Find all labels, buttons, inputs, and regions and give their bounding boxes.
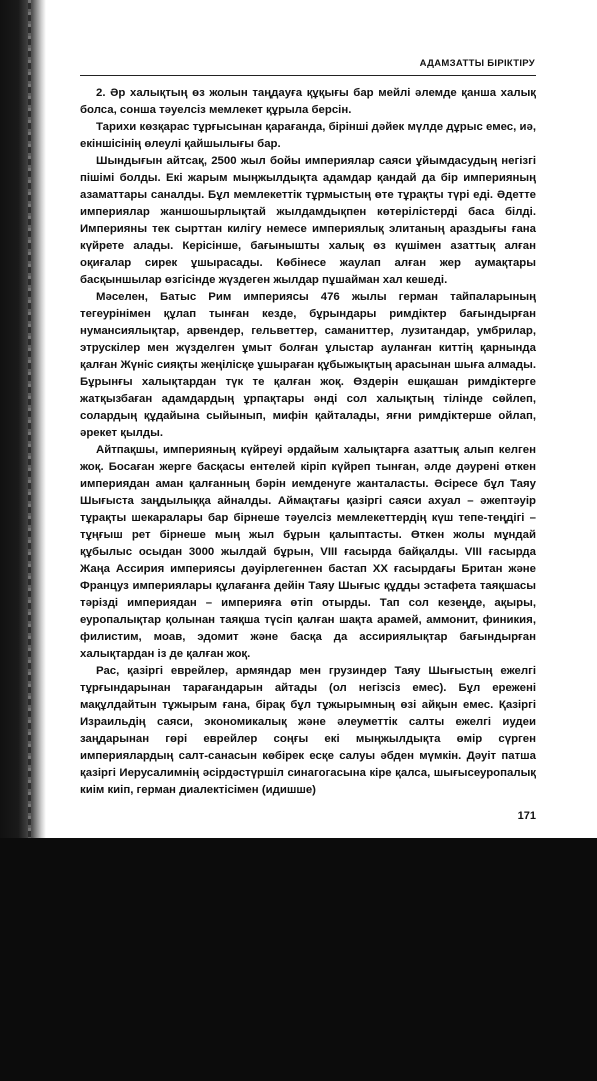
page-number: 171	[517, 810, 536, 822]
scan-background	[0, 838, 597, 1081]
header-rule	[80, 75, 536, 76]
paragraph: 2. Әр халықтың өз жолын таңдауға құқығы бар мейлі әлемде қанша халық болса, сонша тәуелсіз мемлекет құрыла берсін.	[80, 87, 536, 116]
paragraph: Рас, қазіргі еврейлер, армяндар мен грузиндер Таяу Шығыстың ежелгі тұрғындарынан тарағандарын айтады (ол негізсіз емес). Бұл ережені мақұлдайтын тұжырым ғана, бірақ бұл тұжырымның өзі айқын емес. Қазіргі Израильдің саяси, экономикалық және әлеуметтік салты ежелгі иудеи заңдарынан гөрі еврейлер соңғы екі мыңжылдықта өмір сүрген империялардың салт-санасын көбірек есқе салуы әбден мүмкін. Дәуіт патша қазіргі Иерусалимнің әсірдәстүршіл синагогасына кіре қалса, шығысеуропалық киім киіп, герман диалектісімен (идишше)	[80, 665, 536, 796]
paragraph: Айтпақшы, империяның күйреуі әрдайым халықтарға азаттық алып келген жоқ. Босаған жерге басқасы ентелей кіріп күйреп тынған, әлде дәурені өткен империядан аман қалғанның бәрін иемденуге жанталасты. Әсіресе бұл Таяу Шығыста заңдылыққа айналды. Аймақтағы қазіргі саяси ахуал – әжептәуір тұрақты шекаралары бар бірнеше тәуелсіз мемлекеттердің күш тепе-теңдігі – тұңғыш рет бірнеше мың жыл бұрын қалыптасты. Өткен жолы мұндай құбылыс осыдан 3000 жылдай бұрын, VIII ғасырда байқалды. VIII ғасырда Жаңа Ассирия империясы дәуірлегеннен бастап XX ғасырдағы Британ және Француз империялары құлағанға дейін Таяу Шығыс құдды эстафета таяқшасы тәрізді империядан – империяға өтіп отырды. Тап сол кезеңде, ақыры, еуропалықтар қолынан таяқша түсіп қалған шақта арамей, аммонит, финикия, филистим, моав, эдомит және басқа да ассириялықтар бағындырған халықтардан із де қалған жоқ.	[80, 444, 536, 660]
paragraph: Шындығын айтсақ, 2500 жыл бойы империялар саяси ұйымдасудың негізгі пішімі болды. Екі жарым мыңжылдықта адамдар қандай да бір империяның азаматтары саналды. Бұл мемлекеттік тұрмыстың өте тұрақты түрі еді. Әдетте империялар жаншошырлықтай жылдамдықпен көтерілістерді баса білді. Империяны тек сырттан килігу немесе империялық элитаның араздығы ғана күйрете алады. Керісінше, бағынышты халық өз күшімен азаттық алған оқиғалар сирек ұшырасады. Көбінесе жаулап алған жер аумақтары басқыншылар өзгісінде жүздеген жылдар пұшайман хал кешеді.	[80, 155, 536, 286]
paragraph: Мәселен, Батыс Рим империясы 476 жылы герман тайпаларының тегеурінімен құлап тынған кезде, бұрындары римдіктер бағындырған нумансиялықтар, арвендер, гельветтер, саманиттер, лузитандар, умбрилар, этрускілер мен жүзделген ұмыт болған ұлыстар ауланған киттің қарнында қалған Жүніс сияқты жеңілісқе ұшыраған құбыжықтың арасынан шыға алмады. Бұрынғы халықтардан түк те қалған жоқ. Өздерін ешқашан римдіктерге жатқызбаған адамдардың ұрпақтары әнді сол халықтың тілінде сөйлеп, солардың құдайына сыйынып, мифін қайталады, яғни римдіктерше ойлап, әрекет қылды.	[80, 291, 536, 439]
paragraph: Тарихи көзқарас тұрғысынан қарағанда, бірінші дәйек мүлде дұрыс емес, иә, екіншісінің өлеулі қайшылығы бар.	[80, 121, 536, 150]
body-text	[80, 85, 536, 799]
running-header: АДАМЗАТТЫ БІРІКТІРУ	[419, 58, 535, 69]
